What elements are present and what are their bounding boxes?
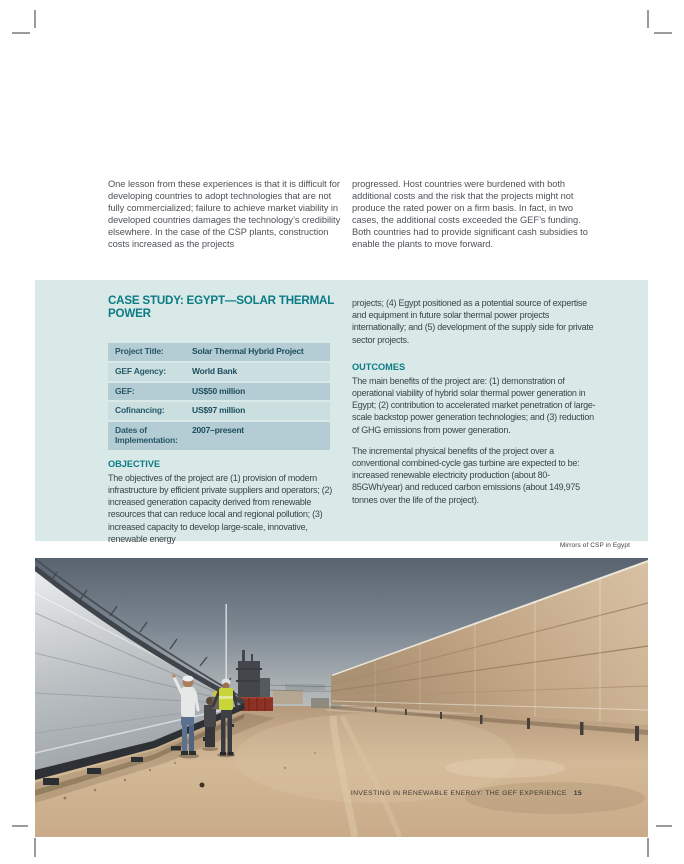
objective-text: The objectives of the project are (1) provision of modern infrastructure by efficient private suppliers and operators; (2) increased generation capacity derived from renewable resources that can reduce local and regional pollution; (3) increased capacity to develop large-scale, innovative, renewable energy	[108, 472, 332, 544]
crop-mark-bottom-left-horizontal	[12, 825, 28, 827]
running-footer	[351, 790, 582, 797]
intro-paragraph-right: progressed. Host countries were burdened with both additional costs and the risk that the projects might not produce the rated power on a firm basis. In fact, in two cases, the additional costs exceeded the GEF’s funding. Both countries had to provide significant cash subsidies to enable the plants to move forward.	[352, 179, 588, 249]
objective-heading: OBJECTIVE	[108, 458, 161, 469]
table-row	[108, 363, 330, 381]
intro-paragraph-left: One lesson from these experiences is that it is difficult for developing countries to adopt technologies that are not fully commercialized; failure to achieve market viability in developed countries damages the technology’s credibility elsewhere. In the case of the CSP plants, construction costs increased as the projects	[108, 179, 341, 249]
table-label: GEF Agency:	[115, 365, 166, 376]
crop-mark-bottom-right-vertical	[647, 838, 649, 857]
crop-mark-top-right-vertical	[647, 10, 649, 28]
table-row	[108, 402, 330, 420]
benefits-text: The incremental physical benefits of the project over a conventional combined-cycle gas turbine are expected to be: increased renewable electricity production (about 80-85GWh/year) and reduced carbon emissions (about 149,975 tonnes over the life of the project).	[352, 445, 580, 505]
outcomes-text: The main benefits of the project are: (1) demonstration of operational viability of hybrid solar thermal power generation in Egypt; (2) contribution to accelerated market penetration of large-scale backstop power generation technologies; and (3) reduction of GHG emissions from power generation.	[352, 375, 596, 435]
crop-mark-top-left-horizontal	[12, 32, 30, 34]
table-label: Project Title:	[115, 346, 164, 356]
case-study-box	[35, 280, 648, 544]
crop-mark-top-right-horizontal	[654, 32, 672, 34]
table-row	[108, 343, 330, 361]
crop-mark-bottom-left-vertical	[34, 838, 36, 857]
csp-mirrors-photo	[35, 558, 648, 837]
table-label: Dates of Implementation:	[115, 425, 178, 445]
crop-mark-top-left-vertical	[34, 10, 36, 28]
case-study-continuation-text: projects; (4) Egypt positioned as a potential source of expertise and equipment in future solar thermal power projects internationally; and (5) development of the supply side for private sector projects.	[352, 298, 594, 345]
page-number: 15	[573, 790, 582, 797]
table-value: World Bank	[192, 365, 238, 376]
table-value: 2007–present	[192, 425, 244, 436]
crop-mark-bottom-right-horizontal	[656, 825, 672, 827]
photo-caption: Mirrors of CSP in Egypt	[559, 542, 630, 549]
table-label: GEF:	[115, 385, 135, 396]
footer-title: INVESTING IN RENEWABLE ENERGY: THE GEF EXPERIENCE	[350, 790, 567, 797]
table-value: US$50 million	[192, 385, 246, 396]
table-row	[108, 383, 330, 401]
project-info-table	[108, 343, 330, 450]
case-study-left-column	[108, 294, 348, 545]
case-study-right-column	[352, 297, 598, 506]
table-value: US$97 million	[192, 405, 246, 416]
table-row	[108, 422, 330, 450]
case-study-title: CASE STUDY: EGYPT—SOLAR THERMAL POWER	[108, 294, 334, 320]
table-label: Cofinancing:	[115, 405, 165, 416]
table-value: Solar Thermal Hybrid Project	[192, 346, 304, 356]
outcomes-heading: OUTCOMES	[352, 361, 406, 372]
